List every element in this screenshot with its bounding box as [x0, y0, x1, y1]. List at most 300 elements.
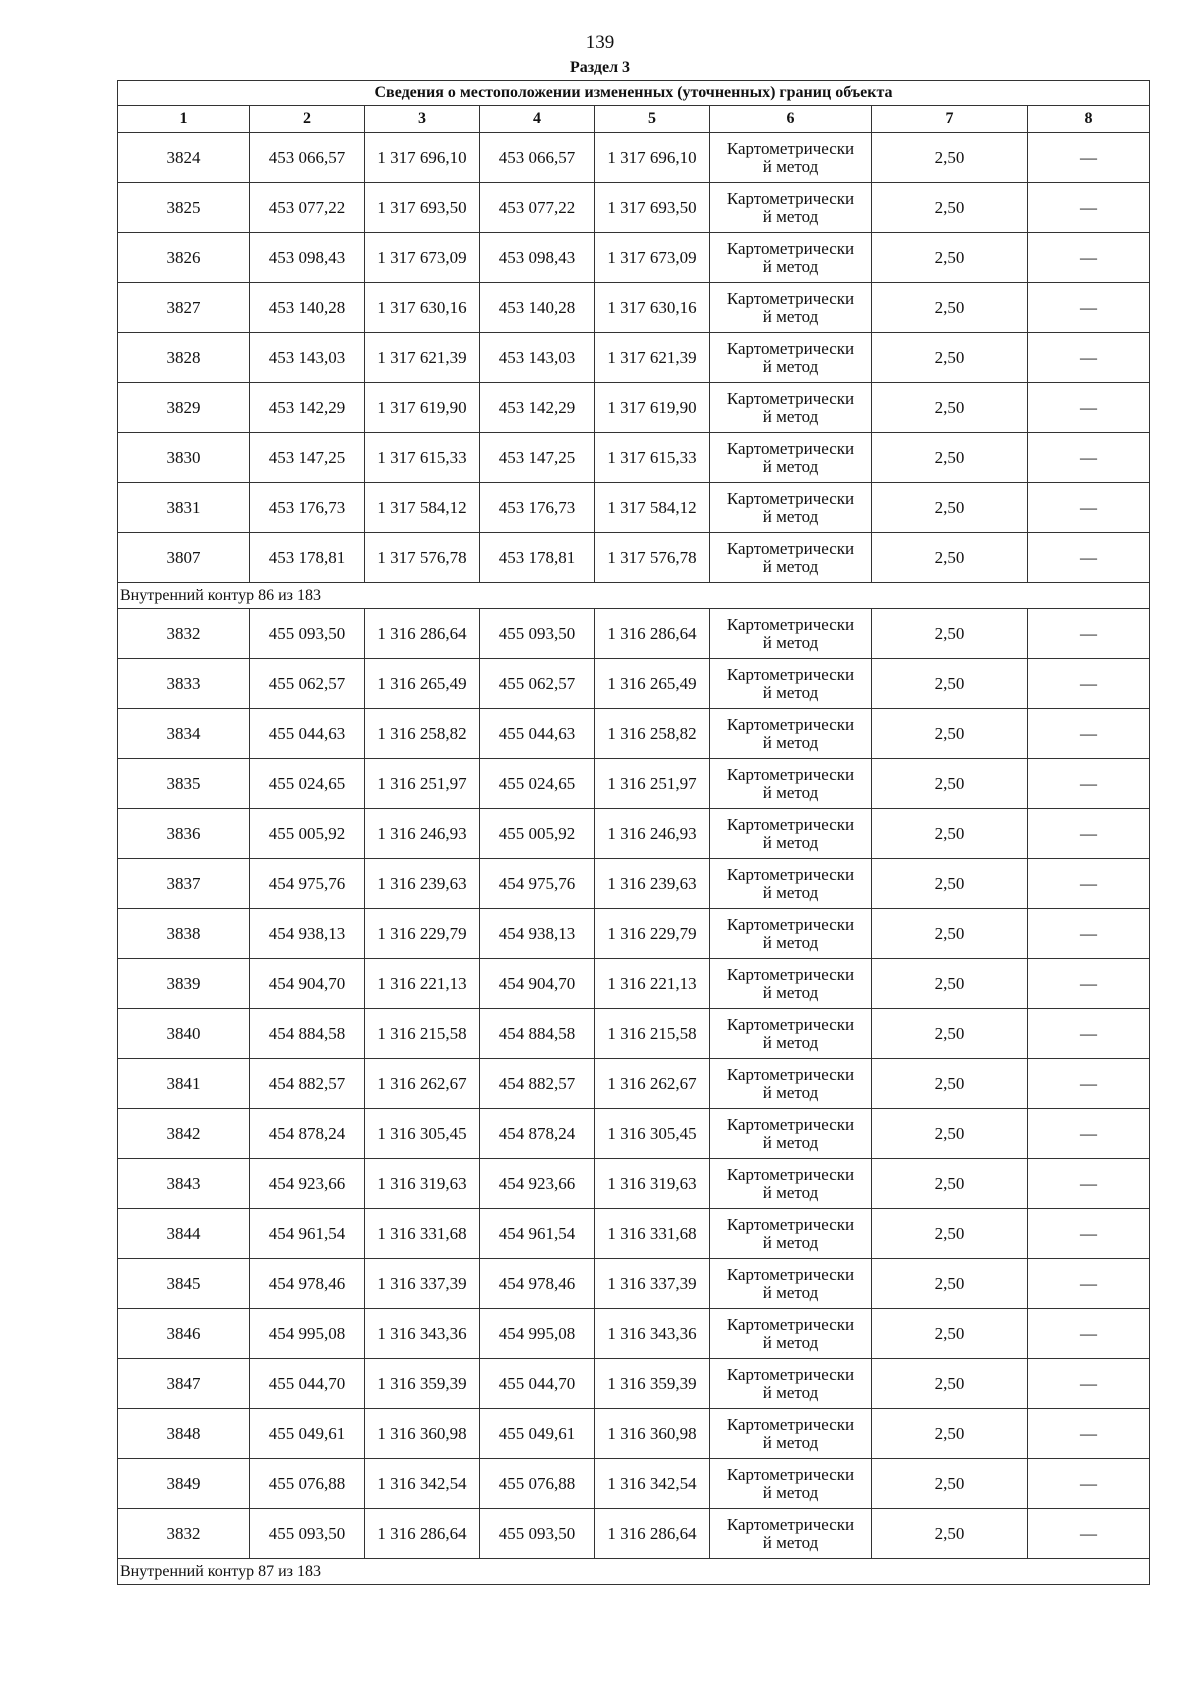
method-text-line2: й метод	[762, 1332, 819, 1352]
method-text-line2: й метод	[762, 882, 819, 902]
description-cell: —	[1028, 709, 1150, 759]
accuracy-cell: 2,50	[872, 609, 1028, 659]
point-number-cell: 3837	[118, 859, 250, 909]
accuracy-cell: 2,50	[872, 1359, 1028, 1409]
point-number-cell: 3848	[118, 1409, 250, 1459]
column-number: 7	[872, 106, 1028, 133]
y-old-cell: 1 316 342,54	[365, 1459, 480, 1509]
method-text-line2: й метод	[762, 1532, 819, 1552]
description-cell: —	[1028, 759, 1150, 809]
x-new-cell: 453 147,25	[480, 433, 595, 483]
method-cell	[710, 759, 872, 809]
method-text-line1: Картометрически	[726, 138, 855, 158]
method-cell	[710, 1459, 872, 1509]
method-text-line1: Картометрически	[726, 288, 855, 308]
method-cell	[710, 1509, 872, 1559]
contour-label-row	[118, 1559, 1150, 1585]
description-cell: —	[1028, 333, 1150, 383]
method-text-line1: Картометрически	[726, 664, 855, 684]
x-new-cell: 454 904,70	[480, 959, 595, 1009]
x-old-cell: 453 077,22	[250, 183, 365, 233]
method-cell	[710, 1059, 872, 1109]
accuracy-cell: 2,50	[872, 1059, 1028, 1109]
contour-label-row	[118, 583, 1150, 609]
point-number-cell: 3838	[118, 909, 250, 959]
y-old-cell: 1 317 630,16	[365, 283, 480, 333]
method-text-line1: Картометрически	[726, 1464, 855, 1484]
accuracy-cell: 2,50	[872, 183, 1028, 233]
y-new-cell: 1 317 576,78	[595, 533, 710, 583]
x-old-cell: 453 142,29	[250, 383, 365, 433]
point-number-cell: 3831	[118, 483, 250, 533]
method-cell	[710, 609, 872, 659]
method-text-line2: й метод	[762, 206, 819, 226]
y-old-cell: 1 317 615,33	[365, 433, 480, 483]
method-text-line2: й метод	[762, 556, 819, 576]
method-text-line1: Картометрически	[726, 1114, 855, 1134]
column-number: 2	[250, 106, 365, 133]
y-new-cell: 1 316 246,93	[595, 809, 710, 859]
y-old-cell: 1 316 286,64	[365, 1509, 480, 1559]
description-cell: —	[1028, 1159, 1150, 1209]
y-old-cell: 1 316 239,63	[365, 859, 480, 909]
method-text-line1: Картометрически	[726, 714, 855, 734]
x-old-cell: 454 878,24	[250, 1109, 365, 1159]
method-cell	[710, 283, 872, 333]
description-cell: —	[1028, 1409, 1150, 1459]
table-row	[118, 1359, 1150, 1409]
method-text-line2: й метод	[762, 1182, 819, 1202]
method-text-line1: Картометрически	[726, 1414, 855, 1434]
table-body	[118, 81, 1150, 1585]
y-old-cell: 1 317 584,12	[365, 483, 480, 533]
method-cell	[710, 659, 872, 709]
table-row	[118, 383, 1150, 433]
x-old-cell: 454 938,13	[250, 909, 365, 959]
method-cell	[710, 1409, 872, 1459]
description-cell: —	[1028, 1209, 1150, 1259]
x-old-cell: 454 975,76	[250, 859, 365, 909]
method-cell	[710, 433, 872, 483]
method-cell	[710, 183, 872, 233]
contour-label: Внутренний контур 87 из 183	[118, 1559, 1150, 1585]
table-row	[118, 483, 1150, 533]
accuracy-cell: 2,50	[872, 1309, 1028, 1359]
x-old-cell: 453 178,81	[250, 533, 365, 583]
method-cell	[710, 809, 872, 859]
method-text-line2: й метод	[762, 406, 819, 426]
y-new-cell: 1 317 621,39	[595, 333, 710, 383]
description-cell: —	[1028, 533, 1150, 583]
method-text-line2: й метод	[762, 832, 819, 852]
x-new-cell: 455 044,63	[480, 709, 595, 759]
y-new-cell: 1 316 215,58	[595, 1009, 710, 1059]
x-old-cell: 454 961,54	[250, 1209, 365, 1259]
x-old-cell: 454 884,58	[250, 1009, 365, 1059]
accuracy-cell: 2,50	[872, 383, 1028, 433]
y-old-cell: 1 316 258,82	[365, 709, 480, 759]
method-text-line2: й метод	[762, 1432, 819, 1452]
x-new-cell: 453 178,81	[480, 533, 595, 583]
x-old-cell: 455 044,70	[250, 1359, 365, 1409]
contour-label: Внутренний контур 86 из 183	[118, 583, 1150, 609]
method-cell	[710, 533, 872, 583]
y-new-cell: 1 317 693,50	[595, 183, 710, 233]
y-new-cell: 1 317 696,10	[595, 133, 710, 183]
method-text-line2: й метод	[762, 306, 819, 326]
table-row	[118, 809, 1150, 859]
section-title: Раздел 3	[569, 59, 631, 76]
x-new-cell: 454 961,54	[480, 1209, 595, 1259]
x-old-cell: 455 005,92	[250, 809, 365, 859]
table-row	[118, 233, 1150, 283]
method-text-line2: й метод	[762, 1082, 819, 1102]
description-cell: —	[1028, 809, 1150, 859]
method-text-line2: й метод	[762, 682, 819, 702]
accuracy-cell: 2,50	[872, 959, 1028, 1009]
y-old-cell: 1 316 331,68	[365, 1209, 480, 1259]
x-new-cell: 454 884,58	[480, 1009, 595, 1059]
x-new-cell: 453 077,22	[480, 183, 595, 233]
y-new-cell: 1 316 343,36	[595, 1309, 710, 1359]
y-old-cell: 1 317 619,90	[365, 383, 480, 433]
y-new-cell: 1 316 360,98	[595, 1409, 710, 1459]
x-new-cell: 455 093,50	[480, 1509, 595, 1559]
accuracy-cell: 2,50	[872, 1159, 1028, 1209]
description-cell: —	[1028, 383, 1150, 433]
table-row	[118, 1459, 1150, 1509]
point-number-cell: 3840	[118, 1009, 250, 1059]
x-old-cell: 455 024,65	[250, 759, 365, 809]
description-cell: —	[1028, 233, 1150, 283]
table-row	[118, 283, 1150, 333]
accuracy-cell: 2,50	[872, 1459, 1028, 1509]
method-cell	[710, 1009, 872, 1059]
y-new-cell: 1 316 286,64	[595, 609, 710, 659]
x-new-cell: 454 938,13	[480, 909, 595, 959]
point-number-cell: 3842	[118, 1109, 250, 1159]
x-old-cell: 455 044,63	[250, 709, 365, 759]
point-number-cell: 3849	[118, 1459, 250, 1509]
x-old-cell: 454 923,66	[250, 1159, 365, 1209]
x-old-cell: 454 978,46	[250, 1259, 365, 1309]
table-row	[118, 1059, 1150, 1109]
point-number-cell: 3825	[118, 183, 250, 233]
x-new-cell: 453 143,03	[480, 333, 595, 383]
x-old-cell: 453 143,03	[250, 333, 365, 383]
method-text-line1: Картометрически	[726, 238, 855, 258]
point-number-cell: 3833	[118, 659, 250, 709]
point-number-cell: 3846	[118, 1309, 250, 1359]
table-row	[118, 333, 1150, 383]
x-old-cell: 453 140,28	[250, 283, 365, 333]
accuracy-cell: 2,50	[872, 1209, 1028, 1259]
point-number-cell: 3832	[118, 609, 250, 659]
method-text-line1: Картометрически	[726, 188, 855, 208]
method-text-line1: Картометрически	[726, 964, 855, 984]
x-old-cell: 453 176,73	[250, 483, 365, 533]
y-new-cell: 1 316 258,82	[595, 709, 710, 759]
y-old-cell: 1 316 246,93	[365, 809, 480, 859]
x-new-cell: 454 978,46	[480, 1259, 595, 1309]
table-caption-row	[118, 81, 1150, 106]
description-cell: —	[1028, 1509, 1150, 1559]
method-text-line2: й метод	[762, 1482, 819, 1502]
y-old-cell: 1 316 337,39	[365, 1259, 480, 1309]
method-cell	[710, 1309, 872, 1359]
table-row	[118, 1509, 1150, 1559]
x-old-cell: 455 093,50	[250, 609, 365, 659]
x-new-cell: 454 923,66	[480, 1159, 595, 1209]
y-new-cell: 1 316 305,45	[595, 1109, 710, 1159]
table-row	[118, 759, 1150, 809]
point-number-cell: 3839	[118, 959, 250, 1009]
y-old-cell: 1 316 343,36	[365, 1309, 480, 1359]
column-number: 4	[480, 106, 595, 133]
method-text-line2: й метод	[762, 782, 819, 802]
description-cell: —	[1028, 283, 1150, 333]
description-cell: —	[1028, 133, 1150, 183]
method-text-line1: Картометрически	[726, 614, 855, 634]
x-new-cell: 453 142,29	[480, 383, 595, 433]
y-new-cell: 1 317 615,33	[595, 433, 710, 483]
accuracy-cell: 2,50	[872, 533, 1028, 583]
table-row	[118, 133, 1150, 183]
method-text-line1: Картометрически	[726, 864, 855, 884]
point-number-cell: 3844	[118, 1209, 250, 1259]
accuracy-cell: 2,50	[872, 283, 1028, 333]
column-number: 1	[118, 106, 250, 133]
x-new-cell: 454 882,57	[480, 1059, 595, 1109]
x-old-cell: 455 049,61	[250, 1409, 365, 1459]
method-cell	[710, 133, 872, 183]
y-new-cell: 1 317 630,16	[595, 283, 710, 333]
method-text-line1: Картометрически	[726, 1314, 855, 1334]
method-text-line1: Картометрически	[726, 914, 855, 934]
x-old-cell: 455 076,88	[250, 1459, 365, 1509]
table-row	[118, 609, 1150, 659]
table-row	[118, 1309, 1150, 1359]
method-text-line2: й метод	[762, 1232, 819, 1252]
x-old-cell: 453 147,25	[250, 433, 365, 483]
y-old-cell: 1 316 286,64	[365, 609, 480, 659]
point-number-cell: 3834	[118, 709, 250, 759]
table-row	[118, 1109, 1150, 1159]
point-number-cell: 3843	[118, 1159, 250, 1209]
y-new-cell: 1 316 239,63	[595, 859, 710, 909]
method-text-line1: Картометрически	[726, 1364, 855, 1384]
accuracy-cell: 2,50	[872, 1109, 1028, 1159]
x-old-cell: 453 098,43	[250, 233, 365, 283]
method-cell	[710, 483, 872, 533]
description-cell: —	[1028, 1009, 1150, 1059]
description-cell: —	[1028, 859, 1150, 909]
method-text-line1: Картометрически	[726, 388, 855, 408]
table-row	[118, 1159, 1150, 1209]
x-new-cell: 455 093,50	[480, 609, 595, 659]
method-cell	[710, 709, 872, 759]
y-old-cell: 1 316 221,13	[365, 959, 480, 1009]
x-new-cell: 455 005,92	[480, 809, 595, 859]
accuracy-cell: 2,50	[872, 859, 1028, 909]
description-cell: —	[1028, 433, 1150, 483]
y-new-cell: 1 316 265,49	[595, 659, 710, 709]
accuracy-cell: 2,50	[872, 1409, 1028, 1459]
accuracy-cell: 2,50	[872, 233, 1028, 283]
method-text-line1: Картометрически	[726, 1014, 855, 1034]
method-cell	[710, 909, 872, 959]
method-text-line1: Картометрически	[726, 338, 855, 358]
method-text-line2: й метод	[762, 632, 819, 652]
point-number-cell: 3824	[118, 133, 250, 183]
point-number-cell: 3807	[118, 533, 250, 583]
method-text-line2: й метод	[762, 982, 819, 1002]
table-row	[118, 859, 1150, 909]
table-row	[118, 1259, 1150, 1309]
description-cell: —	[1028, 183, 1150, 233]
y-new-cell: 1 317 619,90	[595, 383, 710, 433]
description-cell: —	[1028, 483, 1150, 533]
x-old-cell: 454 904,70	[250, 959, 365, 1009]
accuracy-cell: 2,50	[872, 659, 1028, 709]
x-new-cell: 454 878,24	[480, 1109, 595, 1159]
column-number: 8	[1028, 106, 1150, 133]
description-cell: —	[1028, 1309, 1150, 1359]
method-text-line2: й метод	[762, 732, 819, 752]
coordinates-table	[117, 80, 1150, 1585]
table-row	[118, 1409, 1150, 1459]
method-text-line2: й метод	[762, 1132, 819, 1152]
accuracy-cell: 2,50	[872, 1009, 1028, 1059]
accuracy-cell: 2,50	[872, 909, 1028, 959]
y-old-cell: 1 316 319,63	[365, 1159, 480, 1209]
description-cell: —	[1028, 1459, 1150, 1509]
method-text-line1: Картометрически	[726, 764, 855, 784]
accuracy-cell: 2,50	[872, 759, 1028, 809]
method-text-line2: й метод	[762, 256, 819, 276]
point-number-cell: 3841	[118, 1059, 250, 1109]
y-new-cell: 1 316 359,39	[595, 1359, 710, 1409]
table-row	[118, 183, 1150, 233]
point-number-cell: 3835	[118, 759, 250, 809]
x-old-cell: 454 995,08	[250, 1309, 365, 1359]
y-old-cell: 1 317 673,09	[365, 233, 480, 283]
y-old-cell: 1 316 359,39	[365, 1359, 480, 1409]
y-old-cell: 1 316 265,49	[365, 659, 480, 709]
method-cell	[710, 383, 872, 433]
x-new-cell: 453 140,28	[480, 283, 595, 333]
column-number: 5	[595, 106, 710, 133]
y-new-cell: 1 317 673,09	[595, 233, 710, 283]
page-number: 139	[585, 32, 615, 53]
description-cell: —	[1028, 909, 1150, 959]
accuracy-cell: 2,50	[872, 483, 1028, 533]
y-new-cell: 1 316 342,54	[595, 1459, 710, 1509]
method-text-line1: Картометрически	[726, 1264, 855, 1284]
y-old-cell: 1 317 693,50	[365, 183, 480, 233]
description-cell: —	[1028, 1259, 1150, 1309]
x-old-cell: 454 882,57	[250, 1059, 365, 1109]
y-new-cell: 1 316 319,63	[595, 1159, 710, 1209]
table-row	[118, 533, 1150, 583]
method-text-line1: Картометрически	[726, 1214, 855, 1234]
table-row	[118, 909, 1150, 959]
y-new-cell: 1 316 286,64	[595, 1509, 710, 1559]
table-row	[118, 659, 1150, 709]
x-new-cell: 455 062,57	[480, 659, 595, 709]
point-number-cell: 3827	[118, 283, 250, 333]
method-cell	[710, 233, 872, 283]
method-cell	[710, 1109, 872, 1159]
method-text-line1: Картометрически	[726, 438, 855, 458]
x-new-cell: 453 176,73	[480, 483, 595, 533]
y-old-cell: 1 316 305,45	[365, 1109, 480, 1159]
method-cell	[710, 1259, 872, 1309]
y-new-cell: 1 317 584,12	[595, 483, 710, 533]
method-text-line2: й метод	[762, 1032, 819, 1052]
y-old-cell: 1 316 215,58	[365, 1009, 480, 1059]
y-old-cell: 1 317 576,78	[365, 533, 480, 583]
table-row	[118, 433, 1150, 483]
description-cell: —	[1028, 609, 1150, 659]
method-text-line2: й метод	[762, 1382, 819, 1402]
point-number-cell: 3826	[118, 233, 250, 283]
table-row	[118, 1209, 1150, 1259]
point-number-cell: 3828	[118, 333, 250, 383]
method-text-line2: й метод	[762, 356, 819, 376]
method-text-line1: Картометрически	[726, 1064, 855, 1084]
method-text-line1: Картометрически	[726, 1164, 855, 1184]
point-number-cell: 3847	[118, 1359, 250, 1409]
description-cell: —	[1028, 959, 1150, 1009]
x-old-cell: 453 066,57	[250, 133, 365, 183]
y-old-cell: 1 316 251,97	[365, 759, 480, 809]
y-old-cell: 1 316 229,79	[365, 909, 480, 959]
y-new-cell: 1 316 229,79	[595, 909, 710, 959]
x-old-cell: 455 093,50	[250, 1509, 365, 1559]
accuracy-cell: 2,50	[872, 709, 1028, 759]
description-cell: —	[1028, 1059, 1150, 1109]
description-cell: —	[1028, 1109, 1150, 1159]
accuracy-cell: 2,50	[872, 333, 1028, 383]
y-new-cell: 1 316 337,39	[595, 1259, 710, 1309]
method-text-line2: й метод	[762, 156, 819, 176]
method-cell	[710, 959, 872, 1009]
table-row	[118, 1009, 1150, 1059]
point-number-cell: 3836	[118, 809, 250, 859]
point-number-cell: 3830	[118, 433, 250, 483]
method-text-line2: й метод	[762, 932, 819, 952]
table-caption: Сведения о местоположении измененных (уточненных) границ объекта	[118, 81, 1150, 106]
y-new-cell: 1 316 251,97	[595, 759, 710, 809]
method-cell	[710, 1359, 872, 1409]
method-text-line2: й метод	[762, 456, 819, 476]
y-old-cell: 1 316 262,67	[365, 1059, 480, 1109]
x-new-cell: 455 044,70	[480, 1359, 595, 1409]
y-new-cell: 1 316 262,67	[595, 1059, 710, 1109]
x-new-cell: 454 995,08	[480, 1309, 595, 1359]
y-new-cell: 1 316 221,13	[595, 959, 710, 1009]
column-number-row	[118, 106, 1150, 133]
x-new-cell: 455 049,61	[480, 1409, 595, 1459]
accuracy-cell: 2,50	[872, 809, 1028, 859]
x-new-cell: 455 076,88	[480, 1459, 595, 1509]
point-number-cell: 3832	[118, 1509, 250, 1559]
y-new-cell: 1 316 331,68	[595, 1209, 710, 1259]
accuracy-cell: 2,50	[872, 133, 1028, 183]
method-cell	[710, 859, 872, 909]
method-text-line2: й метод	[762, 1282, 819, 1302]
